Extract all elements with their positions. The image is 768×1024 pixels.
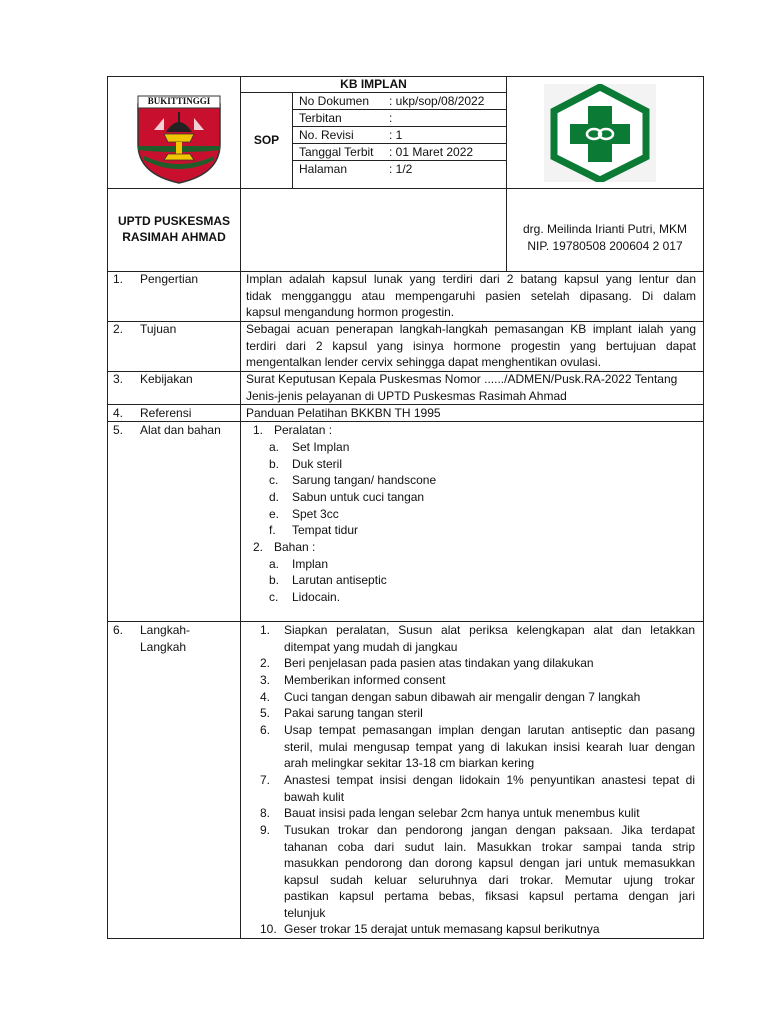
item-marker: c. [269,473,279,487]
step-line: Anastesi tempat insisi dengan lidokain 1% penyuntikan anastesi tepat di [284,773,695,787]
step-number: 3. [260,673,271,687]
step-number: 9. [260,823,271,837]
group-title-equipment: Peralatan : [274,423,333,437]
step-line: Geser trokar 15 derajat untuk memasang kapsul berikutnya [284,922,600,936]
table-border-right [703,76,704,939]
equipment-item: Set Implan [292,440,350,454]
section-number: 4. [113,406,124,420]
step-line: pastikan kapsul pertama bebas, fiksasi kapsul pertama dengan jari [284,889,695,903]
section-label-reference: Referensi [140,406,192,420]
section-label-tools: Alat dan bahan [140,423,221,437]
section-number: 5. [113,423,124,437]
group-title-materials: Bahan : [274,540,316,554]
step-line: bawah kulit [284,790,345,804]
step-number: 4. [260,690,271,704]
meta-label-page: Halaman [299,162,348,176]
step-number: 10. [260,922,277,936]
step-line: tahanan coba dari sudut lain. Masukkan trokar sampai tanda strip [284,840,695,854]
header-divider-left [240,76,241,272]
material-item: Implan [292,557,329,571]
meta-value-doc-number: : ukp/sop/08/2022 [389,94,485,108]
step-number: 6. [260,723,271,737]
header-row-line [107,188,704,189]
policy-line: Surat Keputusan Kepala Puskesmas Nomor ....../ADMEN/Pusk.RA-2022 Tentang [246,372,678,386]
step-number: 1. [260,623,271,637]
bukittinggi-emblem [134,94,224,184]
section-label-steps: Langkah- [140,623,191,637]
section-label-definition: Pengertian [140,272,199,286]
equipment-item: Tempat tidur [292,523,359,537]
step-line: Pakai sarung tangan steril [284,706,423,720]
step-line: Bauat insisi pada lengan selebar 2cm hanya untuk menembus kulit [284,806,640,820]
item-marker: b. [269,573,280,587]
step-line: Usap tempat pemasangan implan dengan larutan antiseptic dan pasang [284,723,695,737]
section-label-steps: Langkah [140,640,187,654]
step-line: ditempat yang mudah di jangkau [284,640,458,654]
material-item: Larutan antiseptic [292,573,387,587]
definition-line: kapsul mengandung hormon progestin. [246,305,455,319]
purpose-line: Sebagai acuan penerapan langkah-langkah pemasangan KB implant ialah yang [246,322,696,336]
step-line: Cuci tangan dengan sabun dibawah air mengalir dengan 7 langkah [284,690,641,704]
purpose-line: terdiri dari 2 kapsul yang isinya hormone progestin yang bertujuan dapat [246,339,696,353]
sop-label: SOP [253,133,280,147]
item-marker: c. [269,590,279,604]
step-line: telunjuk [284,906,326,920]
step-number: 2. [260,656,271,670]
item-marker: e. [269,507,280,521]
policy-line: Jenis-jenis pelayanan di UPTD Puskesmas Rasimah Ahmad [246,389,567,403]
signer-nip: NIP. 19780508 200604 2 017 [527,239,683,253]
meta-label-revision: No. Revisi [299,128,354,142]
meta-label-publish-date: Tanggal Terbit [299,145,374,159]
section-label-purpose: Tujuan [140,322,177,336]
section-number: 1. [113,272,124,286]
puskesmas-logo [544,84,656,182]
step-number: 7. [260,773,271,787]
item-marker: a. [269,557,280,571]
document-title: KB IMPLAN [340,77,407,91]
definition-line: Implan adalah kapsul lunak yang terdiri dari 2 batang kapsul yang lentur dan [246,272,696,286]
group-number: 2. [253,540,264,554]
step-line: Beri penjelasan pada pasien atas tindakan yang dilakukan [284,656,594,670]
table-border-bottom [107,938,704,939]
step-line: Siapkan peralatan, Susun alat periksa kelengkapan alat dan letakkan [284,623,695,637]
signer-name: drg. Meilinda Irianti Putri, MKM [522,222,688,236]
material-item: Lidocain. [292,590,341,604]
emblem-banner-text: BUKITTINGGI [147,96,211,106]
meta-value-issue: : [389,111,393,125]
item-marker: b. [269,457,280,471]
reference-line: Panduan Pelatihan BKKBN TH 1995 [246,406,441,420]
meta-value-revision: : 1 [389,128,403,142]
item-marker: a. [269,440,280,454]
step-line: Tusukan trokar dan pendorong jangan dengan paksaan. Jika terdapat [284,823,695,837]
step-number: 5. [260,706,271,720]
equipment-item: Spet 3cc [292,507,339,521]
org-name-line1: UPTD PUSKESMAS [117,214,230,228]
meta-divider [292,92,293,188]
group-number: 1. [253,423,264,437]
meta-value-publish-date: : 01 Maret 2022 [389,145,474,159]
definition-line: tidak mengganggu atau mempengaruhi pasien setelah dipasang. Di dalam [246,289,696,303]
equipment-item: Sarung tangan/ handscone [292,473,437,487]
step-line: arah melingkar sekitar 13-18 cm biarkan kering [284,756,535,770]
meta-label-issue: Terbitan [299,111,342,125]
item-marker: f. [269,523,276,537]
section-number: 6. [113,623,124,637]
section-number: 2. [113,322,124,336]
step-line: steril, mulai mengusap tempat yang di lakukan insisi kearah luar dengan [284,740,695,754]
equipment-item: Sabun untuk cuci tangan [292,490,425,504]
step-line: masukkan pendorong dan dorong kapsul dengan jari untuk memasukkan [284,856,695,870]
org-name-line2: RASIMAH AHMAD [122,230,226,244]
purpose-line: mengentalkan lender cervix sehingga dapat menghentikan ovulasi. [246,355,601,369]
table-border-left [107,76,108,939]
section-number: 3. [113,372,124,386]
meta-value-page: : 1/2 [389,162,413,176]
meta-label-doc-number: No Dokumen [299,94,370,108]
item-marker: d. [269,490,280,504]
step-line: Memberikan informed consent [284,673,446,687]
section-label-policy: Kebijakan [140,372,193,386]
step-line: kapsul sudah keluar seluruhnya dari trokar. Memutar ujung trokar [284,873,695,887]
equipment-item: Duk steril [292,457,343,471]
step-number: 8. [260,806,271,820]
